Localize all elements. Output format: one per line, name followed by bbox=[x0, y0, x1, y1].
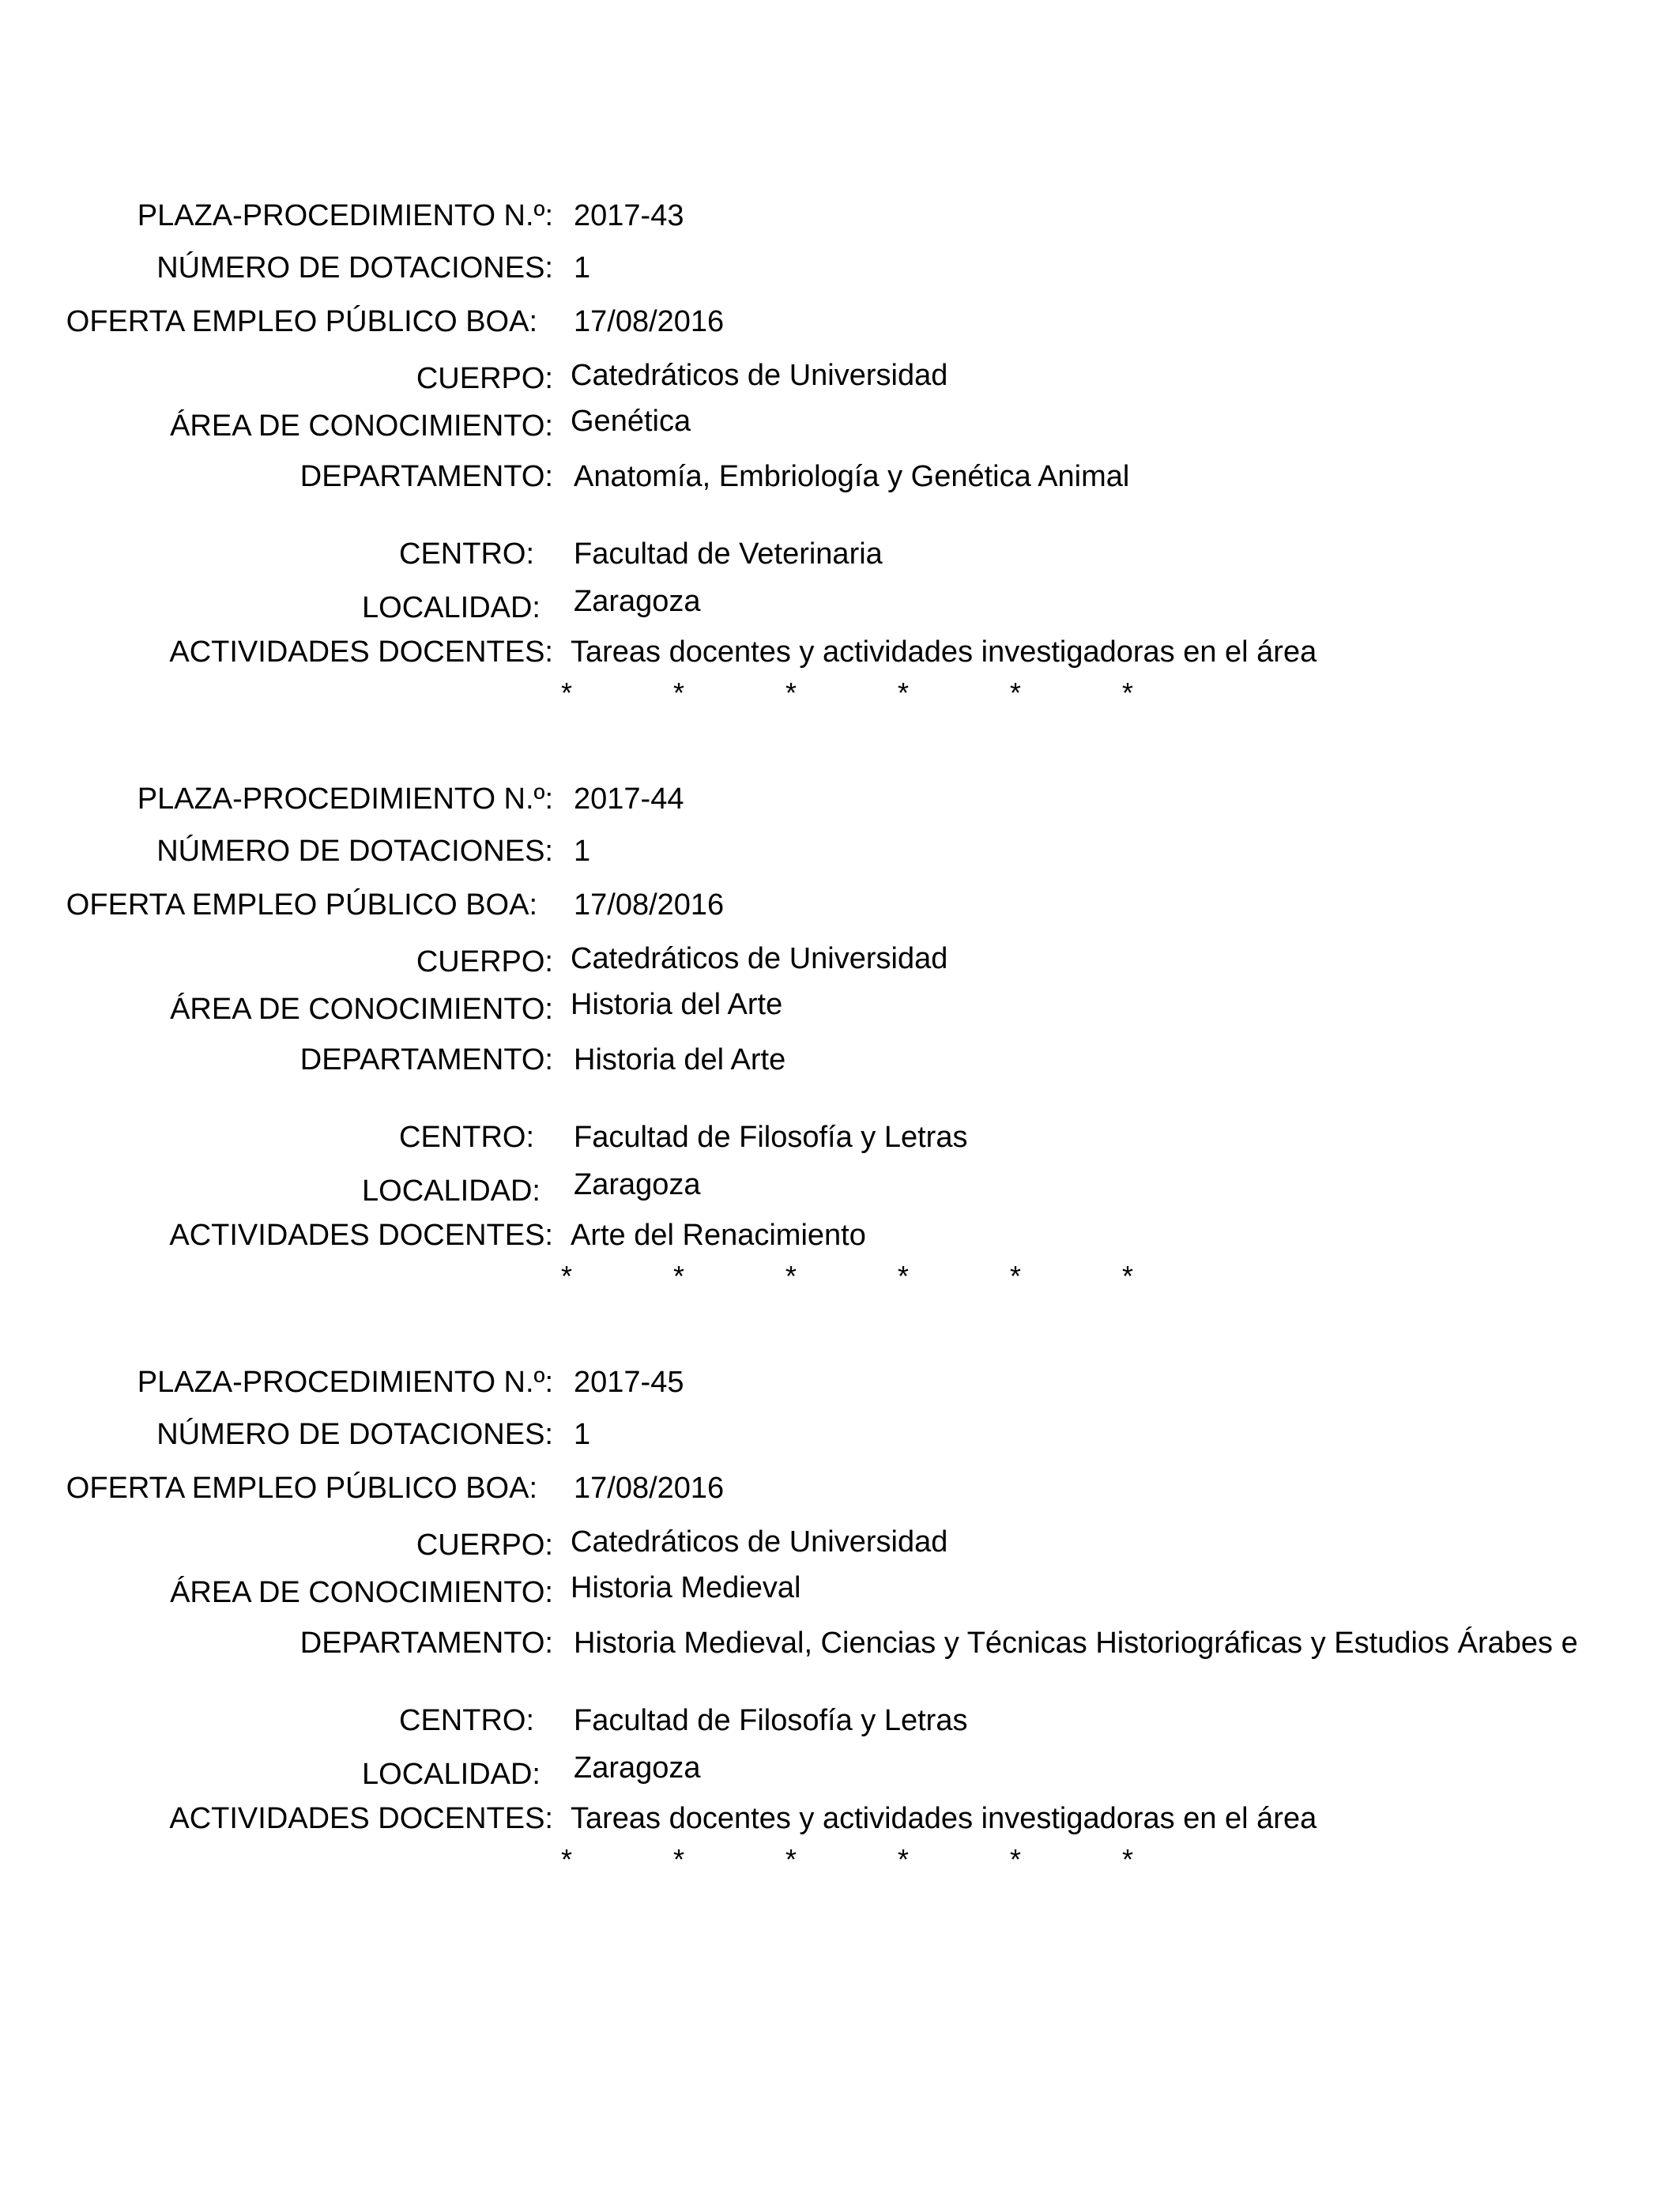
localidad-value: Zaragoza bbox=[574, 1751, 701, 1785]
dotaciones-value: 1 bbox=[574, 251, 591, 285]
plaza-value: 2017-45 bbox=[574, 1366, 684, 1399]
cuerpo-value: Catedráticos de Universidad bbox=[571, 1525, 948, 1559]
plaza-value: 2017-44 bbox=[574, 782, 684, 816]
separator-star: * bbox=[1121, 1843, 1133, 1875]
separator-star: * bbox=[672, 1260, 684, 1292]
plaza-value: 2017-43 bbox=[574, 199, 684, 232]
separator-star: * bbox=[1009, 1260, 1021, 1292]
localidad-value: Zaragoza bbox=[574, 585, 701, 618]
centro-label: CENTRO: bbox=[399, 1704, 534, 1737]
oferta-value: 17/08/2016 bbox=[574, 888, 725, 922]
centro-label: CENTRO: bbox=[399, 537, 534, 571]
oferta-label: OFERTA EMPLEO PÚBLICO BOA: bbox=[66, 888, 537, 922]
localidad-label: LOCALIDAD: bbox=[362, 591, 541, 624]
plaza-label: PLAZA-PROCEDIMIENTO N.º: bbox=[137, 782, 553, 816]
plaza-entry bbox=[0, 781, 1680, 1366]
separator-star: * bbox=[1009, 1843, 1021, 1875]
separator-star: * bbox=[672, 677, 684, 709]
oferta-label: OFERTA EMPLEO PÚBLICO BOA: bbox=[66, 1472, 537, 1505]
oferta-value: 17/08/2016 bbox=[574, 305, 725, 338]
cuerpo-value: Catedráticos de Universidad bbox=[571, 942, 948, 975]
separator-star: * bbox=[897, 1260, 909, 1292]
separator-star: * bbox=[897, 677, 909, 709]
plaza-label: PLAZA-PROCEDIMIENTO N.º: bbox=[137, 1366, 553, 1399]
separator-stars bbox=[0, 675, 1680, 711]
dotaciones-label: NÚMERO DE DOTACIONES: bbox=[156, 251, 553, 285]
separator-stars bbox=[0, 1258, 1680, 1295]
separator-star: * bbox=[785, 1260, 797, 1292]
departamento-value: Anatomía, Embriología y Genética Animal bbox=[574, 460, 1130, 493]
actividades-value: Tareas docentes y actividades investigadoras en el área bbox=[571, 1802, 1317, 1835]
actividades-label: ACTIVIDADES DOCENTES: bbox=[169, 1802, 553, 1835]
actividades-label: ACTIVIDADES DOCENTES: bbox=[169, 635, 553, 669]
localidad-value: Zaragoza bbox=[574, 1168, 701, 1201]
oferta-label: OFERTA EMPLEO PÚBLICO BOA: bbox=[66, 305, 537, 338]
plaza-label: PLAZA-PROCEDIMIENTO N.º: bbox=[137, 199, 553, 232]
localidad-label: LOCALIDAD: bbox=[362, 1758, 541, 1791]
oferta-value: 17/08/2016 bbox=[574, 1472, 725, 1505]
separator-star: * bbox=[785, 677, 797, 709]
centro-value: Facultad de Filosofía y Letras bbox=[574, 1121, 968, 1154]
departamento-label: DEPARTAMENTO: bbox=[299, 460, 553, 493]
actividades-value: Arte del Renacimiento bbox=[571, 1219, 866, 1252]
centro-value: Facultad de Filosofía y Letras bbox=[574, 1704, 968, 1737]
area-value: Genética bbox=[571, 405, 691, 438]
dotaciones-value: 1 bbox=[574, 835, 591, 868]
centro-value: Facultad de Veterinaria bbox=[574, 537, 883, 571]
separator-star: * bbox=[897, 1843, 909, 1875]
departamento-label: DEPARTAMENTO: bbox=[299, 1043, 553, 1076]
dotaciones-value: 1 bbox=[574, 1418, 591, 1451]
area-label: ÁREA DE CONOCIMIENTO: bbox=[170, 1576, 553, 1609]
cuerpo-value: Catedráticos de Universidad bbox=[571, 359, 948, 392]
separator-star: * bbox=[672, 1843, 684, 1875]
area-label: ÁREA DE CONOCIMIENTO: bbox=[170, 993, 553, 1026]
separator-stars bbox=[0, 1842, 1680, 1878]
separator-star: * bbox=[560, 1843, 572, 1875]
cuerpo-label: CUERPO: bbox=[416, 1529, 553, 1562]
plaza-entry bbox=[0, 198, 1680, 782]
departamento-value: Historia del Arte bbox=[574, 1043, 786, 1076]
centro-label: CENTRO: bbox=[399, 1121, 534, 1154]
actividades-label: ACTIVIDADES DOCENTES: bbox=[169, 1219, 553, 1252]
plaza-entry bbox=[0, 1364, 1680, 1949]
area-value: Historia Medieval bbox=[571, 1571, 801, 1604]
separator-star: * bbox=[560, 1260, 572, 1292]
area-label: ÁREA DE CONOCIMIENTO: bbox=[170, 409, 553, 443]
separator-star: * bbox=[1009, 677, 1021, 709]
actividades-value: Tareas docentes y actividades investigadoras en el área bbox=[571, 635, 1317, 669]
cuerpo-label: CUERPO: bbox=[416, 362, 553, 395]
area-value: Historia del Arte bbox=[571, 988, 783, 1021]
dotaciones-label: NÚMERO DE DOTACIONES: bbox=[156, 835, 553, 868]
separator-star: * bbox=[1121, 677, 1133, 709]
dotaciones-label: NÚMERO DE DOTACIONES: bbox=[156, 1418, 553, 1451]
departamento-label: DEPARTAMENTO: bbox=[299, 1627, 553, 1660]
separator-star: * bbox=[560, 677, 572, 709]
cuerpo-label: CUERPO: bbox=[416, 945, 553, 978]
departamento-value: Historia Medieval, Ciencias y Técnicas Historiográficas y Estudios Árabes e bbox=[574, 1627, 1578, 1660]
separator-star: * bbox=[1121, 1260, 1133, 1292]
separator-star: * bbox=[785, 1843, 797, 1875]
localidad-label: LOCALIDAD: bbox=[362, 1174, 541, 1208]
